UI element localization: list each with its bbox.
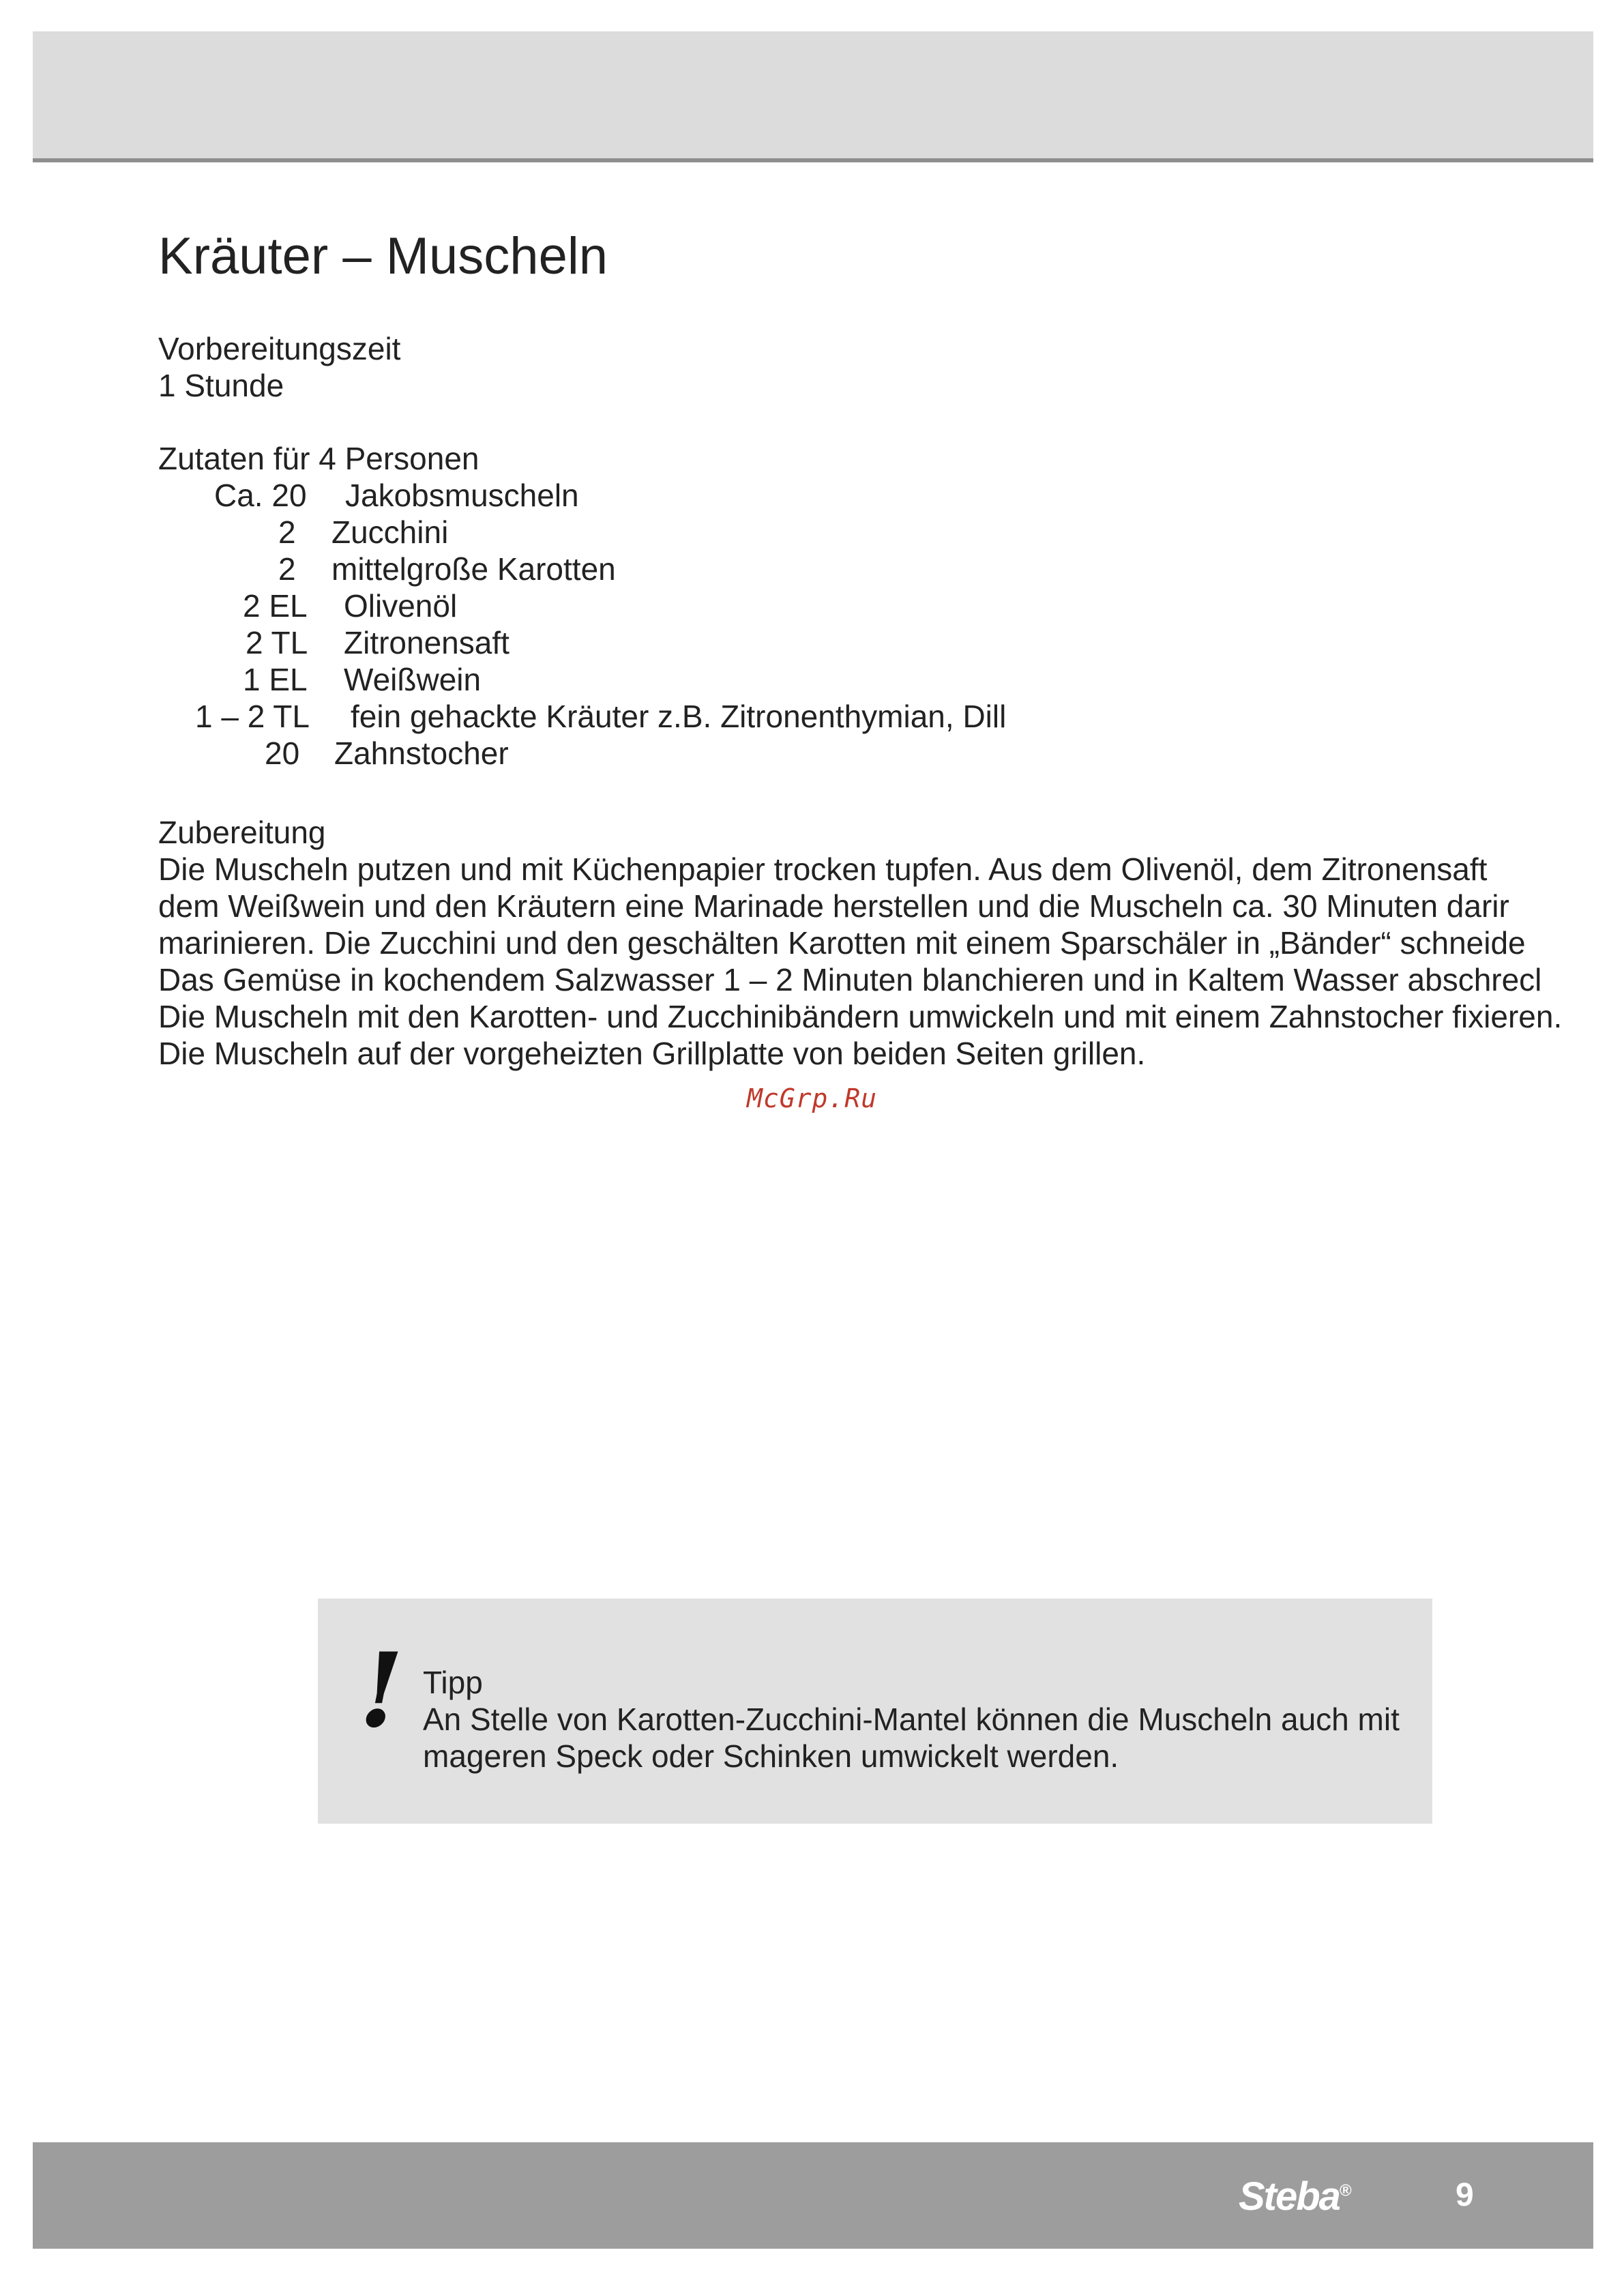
- preparation-line: dem Weißwein und den Kräutern eine Marinade herstellen und die Muscheln ca. 30 Minuten darir: [158, 888, 1509, 924]
- prep-value: 1 Stunde: [158, 368, 284, 403]
- ingredient-qty: 2 EL: [243, 588, 308, 624]
- ingredient-name: fein gehackte Kräuter z.B. Zitronenthymian, Dill: [351, 699, 1007, 734]
- prep-label: Vorbereitungszeit: [158, 331, 401, 366]
- ingredient-name: Zitronensaft: [344, 625, 510, 660]
- preparation-line: Die Muscheln auf der vorgeheizten Grillplatte von beiden Seiten grillen.: [158, 1036, 1146, 1071]
- ingredient-qty: 20: [265, 735, 300, 771]
- watermark-link[interactable]: McGrp.Ru: [746, 1083, 878, 1113]
- logo-text: Steba: [1239, 2174, 1340, 2219]
- tip-box: [318, 1599, 1432, 1824]
- header-band: [33, 31, 1593, 162]
- tip-heading: Tipp: [423, 1665, 483, 1700]
- tip-line: mageren Speck oder Schinken umwickelt werden.: [423, 1738, 1119, 1774]
- ingredient-name: Olivenöl: [344, 588, 458, 624]
- page-number: 9: [1456, 2177, 1474, 2213]
- ingredient-qty: 2 TL: [246, 625, 308, 660]
- ingredient-name: Zucchini: [331, 514, 449, 550]
- preparation-line: marinieren. Die Zucchini und den geschälten Karotten mit einem Sparschäler in „Bänder“ schneide: [158, 925, 1526, 961]
- page-title: Kräuter – Muscheln: [158, 227, 608, 285]
- preparation-heading: Zubereitung: [158, 815, 326, 850]
- steba-logo: [1239, 2174, 1350, 2219]
- ingredients-heading: Zutaten für 4 Personen: [158, 441, 479, 476]
- preparation-line: Das Gemüse in kochendem Salzwasser 1 – 2 Minuten blanchieren und in Kaltem Wasser abschrecl: [158, 962, 1542, 997]
- ingredient-name: mittelgroße Karotten: [331, 551, 616, 587]
- preparation-line: Die Muscheln putzen und mit Küchenpapier trocken tupfen. Aus dem Olivenöl, dem Zitronensaft: [158, 851, 1488, 887]
- tip-line: An Stelle von Karotten-Zucchini-Mantel können die Muscheln auch mit: [423, 1702, 1400, 1737]
- ingredient-qty: 2: [278, 551, 296, 587]
- ingredient-qty: 2: [278, 514, 296, 550]
- ingredient-name: Jakobsmuscheln: [345, 478, 579, 513]
- ingredient-name: Zahnstocher: [334, 735, 509, 771]
- registered-mark: ®: [1339, 2181, 1350, 2200]
- footer-band: [33, 2142, 1593, 2249]
- preparation-line: Die Muscheln mit den Karotten- und Zucchinibändern umwickeln und mit einem Zahnstocher fixieren.: [158, 999, 1563, 1034]
- ingredient-name: Weißwein: [344, 662, 482, 697]
- exclamation-icon: !: [359, 1631, 404, 1751]
- ingredient-qty: 1 – 2 TL: [195, 699, 310, 734]
- ingredients: [158, 440, 1113, 781]
- tip-text: [423, 1664, 1400, 1775]
- preparation: [158, 814, 1597, 1072]
- ingredient-qty: Ca. 20: [214, 478, 307, 513]
- ingredient-qty: 1 EL: [243, 662, 308, 697]
- prep-time: [158, 330, 400, 404]
